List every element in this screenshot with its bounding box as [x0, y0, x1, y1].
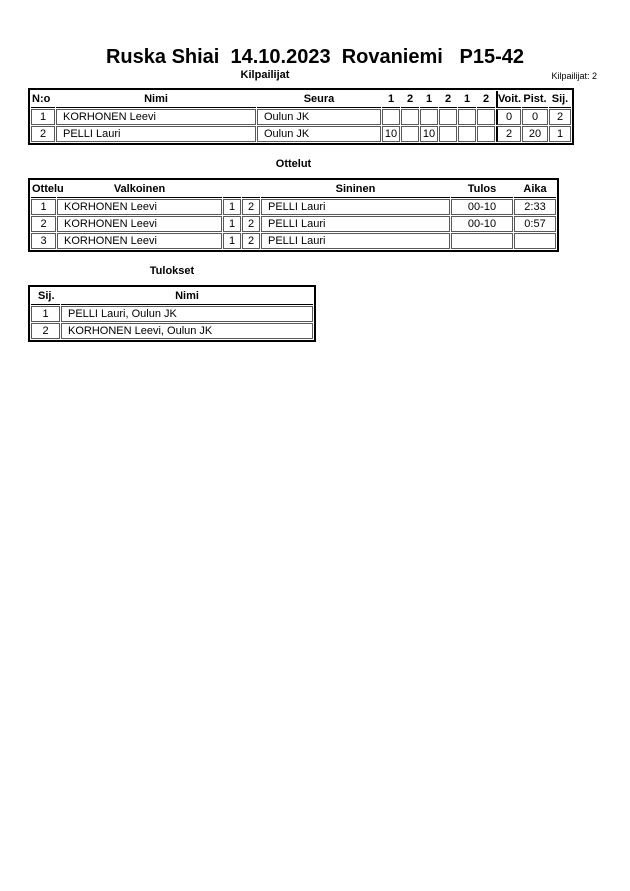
header-cell-flag1 [223, 181, 241, 198]
cell-time [514, 233, 556, 249]
header-cell-result-name: Nimi [61, 288, 313, 305]
cell-placing: 2 [31, 323, 60, 339]
header-cell-blue: Sininen [261, 181, 450, 198]
matches-table [28, 178, 559, 252]
cell-result-name: KORHONEN Leevi, Oulun JK [61, 323, 313, 339]
cell-score [401, 126, 419, 142]
cell-blue-name: PELLI Lauri [261, 233, 450, 249]
cell-club: Oulun JK [257, 126, 381, 142]
cell-white-name: KORHONEN Leevi [57, 233, 222, 249]
cell-result [451, 233, 513, 249]
header-cell-match-no: Ottelu [31, 181, 56, 198]
cell-white-name: KORHONEN Leevi [57, 199, 222, 215]
cell-rank: 2 [549, 109, 571, 125]
header-cell-score5: 1 [458, 91, 476, 108]
cell-score [401, 109, 419, 125]
match-row [31, 199, 556, 215]
cell-score: 10 [420, 126, 438, 142]
event-title: Ruska Shiai 14.10.2023 Rovaniemi P15-42 [105, 46, 524, 68]
match-row [31, 233, 556, 249]
cell-white-name: KORHONEN Leevi [57, 216, 222, 232]
results-header-row [31, 288, 313, 305]
cell-time: 2:33 [514, 199, 556, 215]
cell-result: 00-10 [451, 199, 513, 215]
header-cell-rank: Sij. [549, 91, 571, 108]
result-row [31, 306, 313, 322]
cell-score [477, 126, 495, 142]
cell-score: 10 [382, 126, 400, 142]
cell-score [477, 109, 495, 125]
header-cell-white: Valkoinen [57, 181, 222, 198]
header-cell-name: Nimi [56, 91, 256, 108]
cell-points: 20 [522, 126, 548, 142]
cell-score [382, 109, 400, 125]
cell-no: 2 [31, 126, 55, 142]
cell-result: 00-10 [451, 216, 513, 232]
section-title-competitors: Kilpailijat [240, 69, 290, 81]
header-cell-no: N:o [31, 91, 55, 108]
cell-points: 0 [522, 109, 548, 125]
cell-flag1: 1 [223, 199, 241, 215]
cell-match-no: 1 [31, 199, 56, 215]
header-cell-flag2 [242, 181, 260, 198]
match-row [31, 216, 556, 232]
section-title-matches: Ottelut [275, 158, 312, 170]
cell-wins: 0 [496, 109, 521, 125]
cell-name: KORHONEN Leevi [56, 109, 256, 125]
cell-name: PELLI Lauri [56, 126, 256, 142]
header-cell-time: Aika [514, 181, 556, 198]
matches-header-row [31, 181, 556, 198]
cell-wins: 2 [496, 126, 521, 142]
header-cell-score2: 2 [401, 91, 419, 108]
section-title-results: Tulokset [149, 265, 195, 277]
cell-placing: 1 [31, 306, 60, 322]
header-cell-score4: 2 [439, 91, 457, 108]
cell-match-no: 3 [31, 233, 56, 249]
cell-blue-name: PELLI Lauri [261, 199, 450, 215]
cell-score [439, 109, 457, 125]
results-table [28, 285, 316, 342]
header-cell-score6: 2 [477, 91, 495, 108]
competitors-header-row [31, 91, 571, 108]
header-cell-result: Tulos [451, 181, 513, 198]
competitors-count-label: Kilpailijat: 2 [551, 71, 597, 81]
cell-rank: 1 [549, 126, 571, 142]
competitor-row [31, 109, 571, 125]
cell-no: 1 [31, 109, 55, 125]
cell-result-name: PELLI Lauri, Oulun JK [61, 306, 313, 322]
cell-match-no: 2 [31, 216, 56, 232]
header-cell-points: Pist. [522, 91, 548, 108]
header-cell-placing: Sij. [31, 288, 60, 305]
cell-flag1: 1 [223, 216, 241, 232]
cell-blue-name: PELLI Lauri [261, 216, 450, 232]
cell-time: 0:57 [514, 216, 556, 232]
cell-flag1: 1 [223, 233, 241, 249]
cell-flag2: 2 [242, 216, 260, 232]
cell-flag2: 2 [242, 233, 260, 249]
cell-score [420, 109, 438, 125]
competitors-table [28, 88, 574, 145]
result-row [31, 323, 313, 339]
header-cell-score3: 1 [420, 91, 438, 108]
header-cell-club: Seura [257, 91, 381, 108]
cell-club: Oulun JK [257, 109, 381, 125]
cell-score [439, 126, 457, 142]
header-cell-wins: Voit. [496, 91, 521, 108]
cell-score [458, 109, 476, 125]
header-cell-score1: 1 [382, 91, 400, 108]
cell-flag2: 2 [242, 199, 260, 215]
competitor-row [31, 126, 571, 142]
cell-score [458, 126, 476, 142]
